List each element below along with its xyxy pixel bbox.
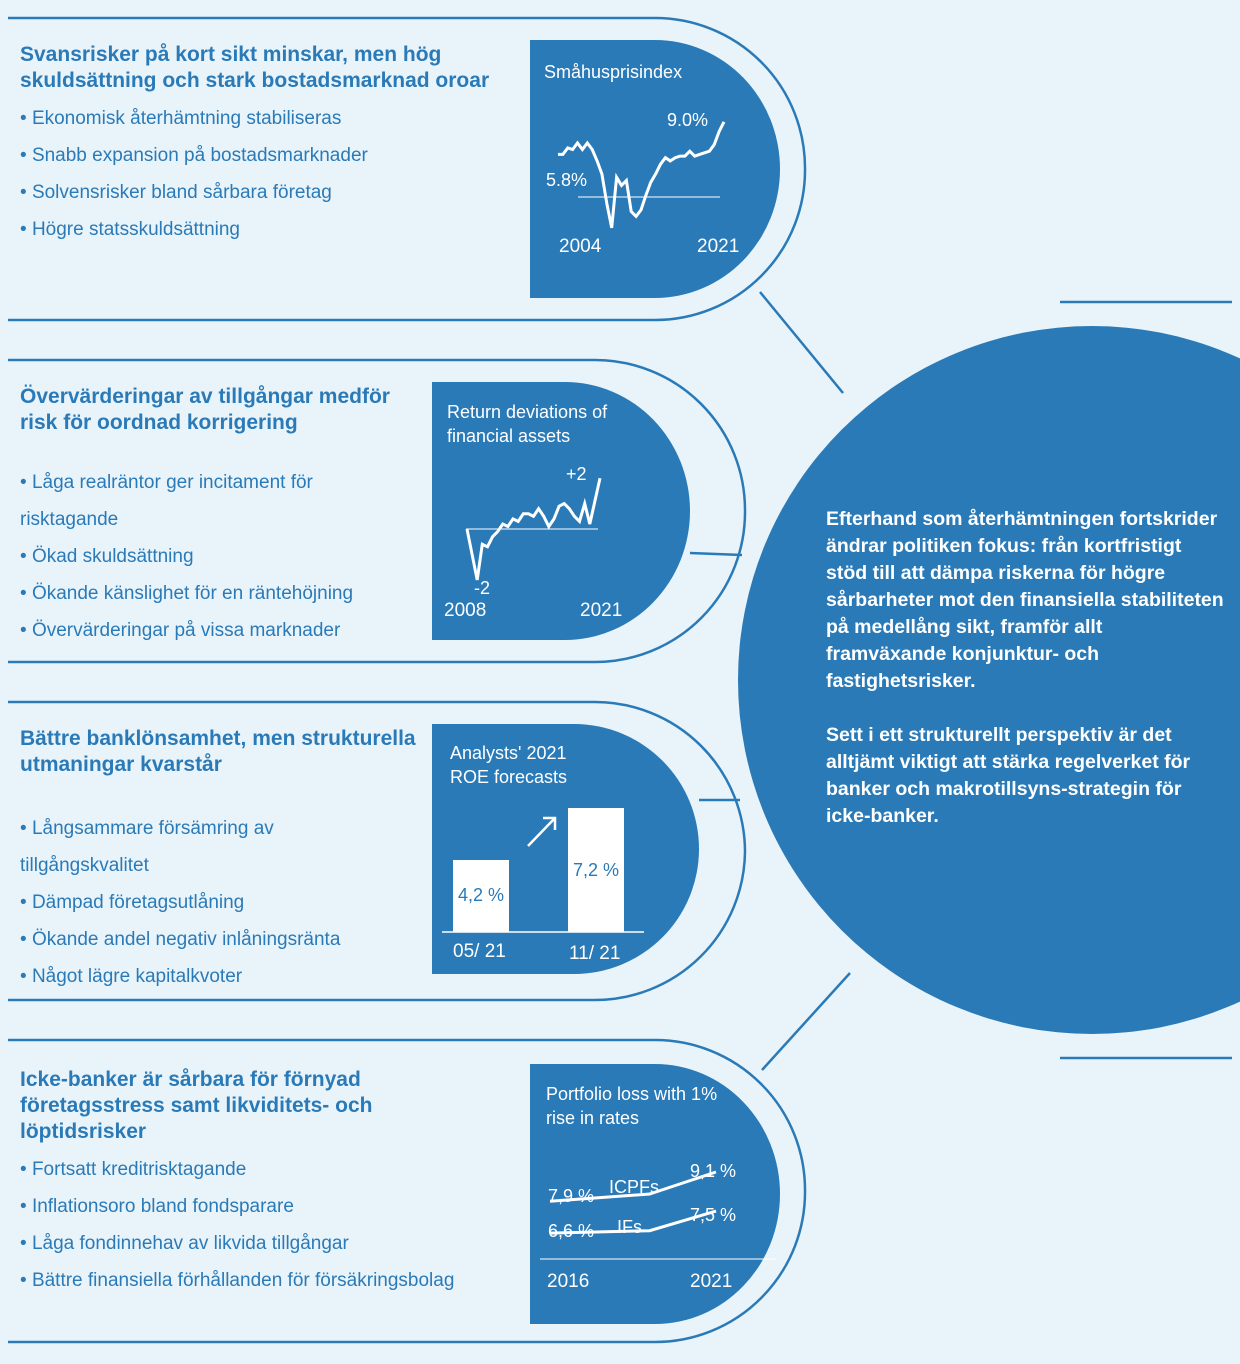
summary-paragraph-1: Efterhand som återhämtningen fortskrider ändrar politiken fokus: från kortfristigt stöd till att dämpa riskerna för högre sårbarheter mot den finansiella stabiliteten på medellång sikt, framför allt framväxande konjunktur- och fastighetsrisker. xyxy=(826,508,1224,692)
chart1-reference-label: 5.8% xyxy=(546,170,588,190)
chart3-bar-1121 xyxy=(568,808,624,932)
list-item: • Låga fondinnehav av likvida tillgångar xyxy=(20,1225,520,1262)
chart4-ifs-end-label: 7,5 % xyxy=(690,1205,737,1225)
list-item: • Solvensrisker bland sårbara företag xyxy=(20,174,500,211)
chart2-x-start-label: 2008 xyxy=(444,600,487,621)
chart3-title xyxy=(450,741,610,789)
chart4-icpfs-start-label: 7,9 % xyxy=(548,1186,595,1206)
list-item: • Övervärderingar på vissa marknader xyxy=(20,612,420,649)
chart1-end-label: 9.0% xyxy=(667,110,709,130)
chart3-bar-0521-value: 4,2 % xyxy=(457,885,505,906)
list-item: • Något lägre kapitalkvoter xyxy=(20,958,420,995)
panel-1 xyxy=(20,42,500,248)
panel-4 xyxy=(20,1067,520,1299)
chart4-ifs-start-label: 6,6 % xyxy=(548,1221,595,1241)
chart3-category-0521: 05/ 21 xyxy=(453,941,506,962)
list-item: risktagande xyxy=(20,509,119,530)
connector-line-1 xyxy=(760,292,843,393)
list-item: tillgångskvalitet xyxy=(20,855,149,876)
chart4-title xyxy=(546,1082,746,1130)
chart2-high-label: +2 xyxy=(566,464,587,484)
chart2-title-text: Return deviations of financial assets xyxy=(447,402,608,446)
list-item: • Ekonomisk återhämtning stabiliseras xyxy=(20,100,500,137)
panel-2-bullets xyxy=(20,464,420,649)
chart3-title-text: Analysts' 2021 ROE forecasts xyxy=(450,743,568,787)
list-item: • Inflationsoro bland fondsparare xyxy=(20,1188,520,1225)
list-item: • Dämpad företagsutlåning xyxy=(20,884,420,921)
chart2-title xyxy=(447,400,647,448)
panel-4-title: Icke-banker är sårbara för förnyad företagsstress samt likviditets- och löptidsrisker xyxy=(20,1068,373,1143)
chart3-bar-0521 xyxy=(453,860,509,932)
panel-3-bullets xyxy=(20,810,420,995)
panel-4-bullets xyxy=(20,1151,520,1299)
list-item: • Ökad skuldsättning xyxy=(20,538,420,575)
connector-line-2 xyxy=(690,553,742,555)
chart4-ifs-name: IFs xyxy=(617,1217,642,1237)
list-item: • Ökande känslighet för en räntehöjning xyxy=(20,575,420,612)
chart4-title-text: Portfolio loss with 1% rise in rates xyxy=(546,1084,718,1128)
chart1-x-start-label: 2004 xyxy=(559,236,602,257)
panel-3 xyxy=(20,726,420,995)
chart2-low-label: -2 xyxy=(474,578,491,598)
chart4-x-start-label: 2016 xyxy=(547,1271,590,1292)
chart3-bar-1121-value: 7,2 % xyxy=(572,859,620,880)
list-item: • Bättre finansiella förhållanden för försäkringsbolag xyxy=(20,1262,520,1299)
list-item: • Låga realräntor ger incitament för xyxy=(20,464,420,501)
connector-line-4 xyxy=(762,973,850,1070)
chart1-x-end-label: 2021 xyxy=(697,236,740,257)
list-item: • Högre statsskuldsättning xyxy=(20,211,500,248)
chart4-x-end-label: 2021 xyxy=(690,1271,733,1292)
chart3-category-1121: 11/ 21 xyxy=(569,943,621,964)
panel-2-title: Övervärderingar av tillgångar medför risk för oordnad korrigering xyxy=(20,385,390,434)
list-item: • Snabb expansion på bostadsmarknader xyxy=(20,137,500,174)
list-item: • Långsammare försämring av xyxy=(20,810,420,847)
panel-3-title: Bättre banklönsamhet, men strukturella utmaningar kvarstår xyxy=(20,727,416,776)
panel-1-title: Svansrisker på kort sikt minskar, men hög skuldsättning och stark bostadsmarknad oroar xyxy=(20,43,490,92)
summary-paragraph-2: Sett i ett strukturellt perspektiv är det alltjämt viktigt att stärka regelverket för banker och makrotillsyns-strategin för icke-banker. xyxy=(826,724,1191,827)
panel-2 xyxy=(20,384,420,649)
chart2-x-end-label: 2021 xyxy=(580,600,623,621)
list-item: • Fortsatt kreditrisktagande xyxy=(20,1151,520,1188)
chart4-icpfs-name: ICPFs xyxy=(609,1177,660,1197)
list-item: • Ökande andel negativ inlåningsränta xyxy=(20,921,420,958)
chart4-icpfs-end-label: 9,1 % xyxy=(690,1161,737,1181)
summary-text xyxy=(826,506,1226,857)
panel-1-bullets xyxy=(20,100,500,248)
chart1-title: Småhusprisindex xyxy=(544,62,683,82)
